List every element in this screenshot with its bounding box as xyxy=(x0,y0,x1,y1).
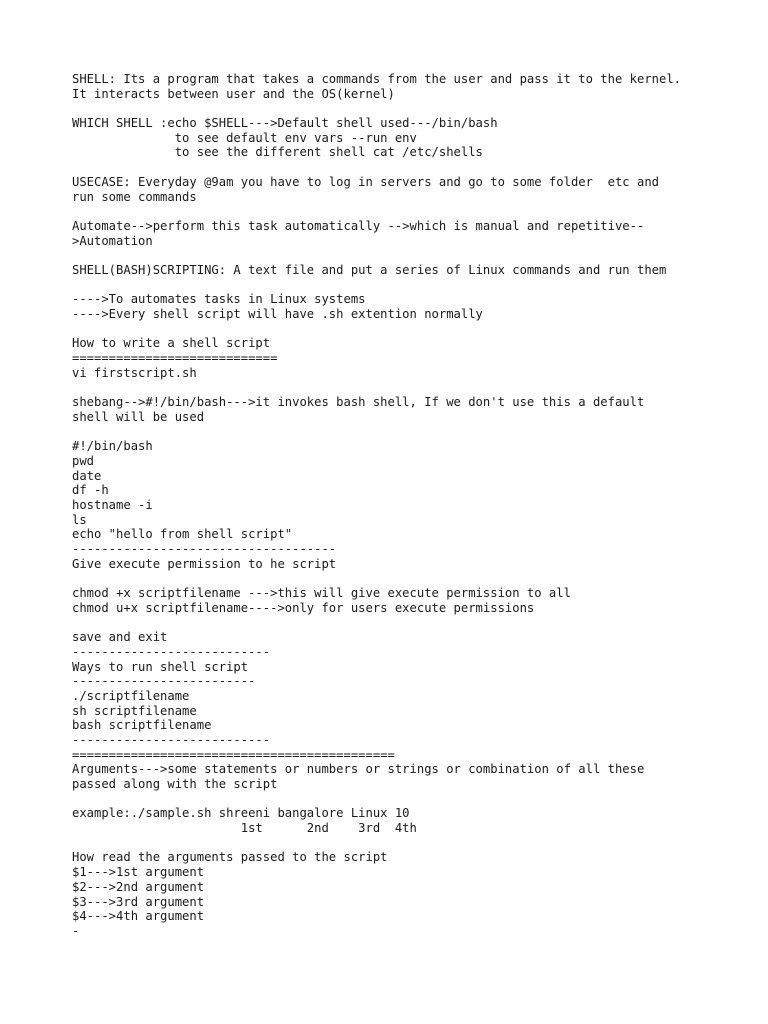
text-line: echo "hello from shell script" xyxy=(72,527,293,542)
text-line: USECASE: Everyday @9am you have to log in servers and go to some folder etc and xyxy=(72,174,659,189)
text-line: shebang-->#!/bin/bash--->it invokes bash shell, If we don't use this a default xyxy=(72,395,645,410)
text-line xyxy=(72,615,752,630)
text-line xyxy=(72,248,752,263)
text-line: ls xyxy=(72,512,87,527)
text-line: SHELL: Its a program that takes a commands from the user and pass it to the kernel. xyxy=(72,72,682,86)
text-line: ============================ xyxy=(72,351,278,366)
text-line: vi firstscript.sh xyxy=(72,365,197,380)
text-line: ============================================ xyxy=(72,747,395,762)
text-line: pwd xyxy=(72,453,95,468)
text-line: ---->Every shell script will have .sh extention normally xyxy=(72,307,483,321)
text-line: --------------------------- xyxy=(72,644,271,659)
text-line: SHELL(BASH)SCRIPTING: A text file and put a series of Linux commands and run them xyxy=(72,262,667,277)
text-line: ------------------------------------ xyxy=(72,542,337,556)
text-line: save and exit xyxy=(72,630,168,645)
text-line: How read the arguments passed to the script xyxy=(72,850,388,865)
text-line xyxy=(72,322,752,337)
text-line xyxy=(72,160,752,175)
text-line: --------------------------- xyxy=(72,732,271,747)
text-line: WHICH SHELL :echo $SHELL--->Default shell used---/bin/bash xyxy=(72,116,498,131)
text-line xyxy=(72,425,752,440)
text-line: date xyxy=(72,468,102,483)
text-line: $4--->4th argument xyxy=(72,909,205,924)
text-line xyxy=(72,101,752,116)
text-line: $2--->2nd argument xyxy=(72,879,205,894)
text-line: shell will be used xyxy=(72,409,205,424)
text-line: sh scriptfilename xyxy=(72,703,197,718)
text-line xyxy=(72,836,752,851)
text-line: chmod u+x scriptfilename---->only for users execute permissions xyxy=(72,600,535,615)
text-line: to see default env vars --run env xyxy=(72,130,417,145)
text-line: example:./sample.sh shreeni bangalore Linux 10 xyxy=(72,806,410,821)
text-line: run some commands xyxy=(72,189,197,204)
text-line xyxy=(72,571,752,586)
text-line: How to write a shell script xyxy=(72,336,271,351)
text-line: 1st 2nd 3rd 4th xyxy=(72,821,417,836)
text-line: $3--->3rd argument xyxy=(72,894,205,909)
text-line: $1--->1st argument xyxy=(72,865,205,880)
text-line: ------------------------- xyxy=(72,674,256,689)
text-line: Ways to run shell script xyxy=(72,659,249,674)
text-line: to see the different shell cat /etc/shells xyxy=(72,145,483,160)
text-line: Arguments--->some statements or numbers or strings or combination of all these xyxy=(72,762,645,777)
text-line: ---->To automates tasks in Linux systems xyxy=(72,292,366,307)
text-line: bash scriptfilename xyxy=(72,718,212,733)
text-line: Give execute permission to he script xyxy=(72,556,337,571)
text-line: #!/bin/bash xyxy=(72,439,153,454)
text-line: df -h xyxy=(72,483,109,498)
text-line: ./scriptfilename xyxy=(72,688,190,703)
text-line: chmod +x scriptfilename --->this will give execute permission to all xyxy=(72,586,571,601)
text-line xyxy=(72,792,752,807)
text-line: >Automation xyxy=(72,233,153,248)
text-line: Automate-->perform this task automatically -->which is manual and repetitive-- xyxy=(72,218,645,233)
text-line xyxy=(72,380,752,395)
text-line: hostname -i xyxy=(72,497,153,512)
text-line: passed along with the script xyxy=(72,777,278,791)
text-line xyxy=(72,278,752,293)
document-page xyxy=(72,72,752,939)
text-line xyxy=(72,204,752,219)
text-line: - xyxy=(72,923,80,938)
text-line: It interacts between user and the OS(kernel) xyxy=(72,86,395,101)
